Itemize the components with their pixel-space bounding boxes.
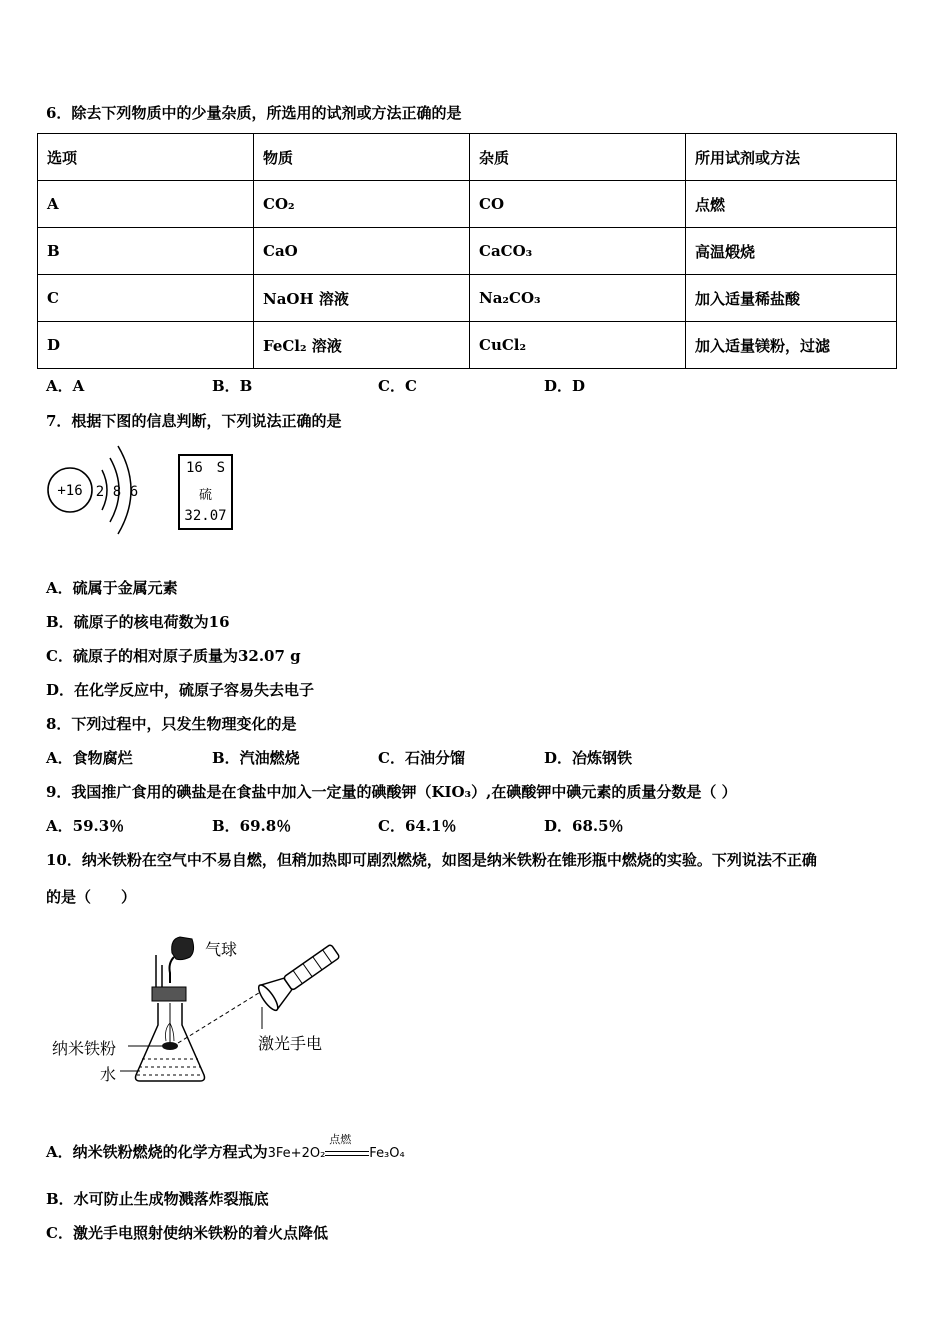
q10-stem-line2: 的是（ ）: [46, 888, 137, 906]
table-cell: 加入适量稀盐酸: [686, 275, 897, 322]
equation-right: Fe₃O₄: [369, 1146, 405, 1161]
table-cell: Na₂CO₃: [470, 275, 686, 322]
header-cell: 物质: [254, 134, 470, 181]
shell-count-1: 2: [95, 484, 105, 500]
table-cell: NaOH 溶液: [254, 275, 470, 322]
balloon-neck: [170, 957, 175, 983]
q8-stem: 8．下列过程中，只发生物理变化的是: [46, 715, 297, 733]
option-c[interactable]: C．C: [378, 377, 417, 395]
shell-count-2: 8: [112, 484, 122, 500]
atom-structure-diagram: [40, 440, 150, 540]
table-cell: D: [38, 322, 254, 369]
table-row: [38, 322, 897, 369]
iron-powder: [162, 1042, 178, 1050]
option-d[interactable]: D．68.5％: [544, 817, 624, 835]
q7-option-c[interactable]: C．硫原子的相对原子质量为32.07 g: [46, 647, 301, 665]
element-symbol: S: [216, 460, 225, 476]
table-row: [38, 228, 897, 275]
equation-arrow: [325, 1133, 369, 1160]
shell-count-3: 6: [129, 484, 139, 500]
q6-table: [37, 133, 897, 369]
table-row: [38, 181, 897, 228]
option-b[interactable]: B．B: [212, 377, 253, 395]
option-c[interactable]: C．石油分馏: [378, 749, 465, 767]
q9-stem: 9．我国推广食用的碘盐是在食盐中加入一定量的碘酸钾（KIO₃）,在碘酸钾中碘元素的质量分数是（ ）: [46, 783, 737, 801]
water-label: 水: [100, 1065, 117, 1084]
table-header-row: [38, 134, 897, 181]
table-cell: 高温煅烧: [686, 228, 897, 275]
atomic-mass: 32.07: [184, 508, 227, 524]
table-row: [38, 275, 897, 322]
option-d[interactable]: D．冶炼钢铁: [544, 749, 633, 767]
q7-option-b[interactable]: B．硫原子的核电荷数为16: [46, 613, 230, 631]
nucleus-charge: +16: [57, 483, 83, 499]
balloon-icon: [172, 937, 194, 960]
option-b[interactable]: B．69.8％: [212, 817, 292, 835]
q7-stem: 7．根据下图的信息判断，下列说法正确的是: [46, 412, 342, 430]
q10-option-a[interactable]: [46, 1133, 405, 1162]
experiment-diagram: [40, 925, 350, 1090]
table-cell: FeCl₂ 溶液: [254, 322, 470, 369]
q6-stem: 6．除去下列物质中的少量杂质，所选用的试剂或方法正确的是: [46, 104, 462, 122]
equation-left: 3Fe+2O₂: [267, 1146, 326, 1161]
option-d[interactable]: D．D: [544, 377, 586, 395]
table-cell: B: [38, 228, 254, 275]
q10-option-c[interactable]: C．激光手电照射使纳米铁粉的着火点降低: [46, 1224, 328, 1242]
table-cell: 加入适量镁粉，过滤: [686, 322, 897, 369]
option-a[interactable]: A．食物腐烂: [46, 749, 133, 767]
stopper: [152, 987, 186, 1001]
q9-options: [46, 815, 710, 836]
atomic-number: 16: [186, 460, 203, 476]
header-cell: 选项: [38, 134, 254, 181]
header-cell: 所用试剂或方法: [686, 134, 897, 181]
balloon-label: 气球: [205, 940, 238, 959]
q6-options: [46, 375, 710, 396]
q10-option-b[interactable]: B．水可防止生成物溅落炸裂瓶底: [46, 1190, 269, 1208]
laser-label: 激光手电: [258, 1034, 323, 1053]
laser-beam: [178, 991, 262, 1043]
periodic-element-card: [178, 454, 233, 530]
table-cell: CuCl₂: [470, 322, 686, 369]
option-a-text: A．纳米铁粉燃烧的化学方程式为: [46, 1143, 268, 1161]
element-name: 硫: [198, 488, 212, 503]
q8-options: [46, 747, 710, 768]
table-cell: CaO: [254, 228, 470, 275]
option-c[interactable]: C．64.1％: [378, 817, 457, 835]
option-b[interactable]: B．汽油燃烧: [212, 749, 300, 767]
q7-option-a[interactable]: A．硫属于金属元素: [46, 579, 178, 597]
flashlight-icon: [256, 938, 344, 1012]
table-cell: C: [38, 275, 254, 322]
option-a[interactable]: A．59.3％: [46, 817, 125, 835]
table-cell: CO: [470, 181, 686, 228]
equation-condition: 点燃: [329, 1133, 352, 1146]
iron-powder-label: 纳米铁粉: [52, 1039, 117, 1058]
header-cell: 杂质: [470, 134, 686, 181]
option-a[interactable]: A．A: [46, 377, 85, 395]
q10-stem-line1: 10．纳米铁粉在空气中不易自燃，但稍加热即可剧烈燃烧，如图是纳米铁粉在锥形瓶中燃烧的实验。下列说法不正确: [46, 851, 817, 869]
q7-option-d[interactable]: D．在化学反应中，硫原子容易失去电子: [46, 681, 315, 699]
table-cell: A: [38, 181, 254, 228]
table-cell: CO₂: [254, 181, 470, 228]
table-cell: CaCO₃: [470, 228, 686, 275]
table-cell: 点燃: [686, 181, 897, 228]
